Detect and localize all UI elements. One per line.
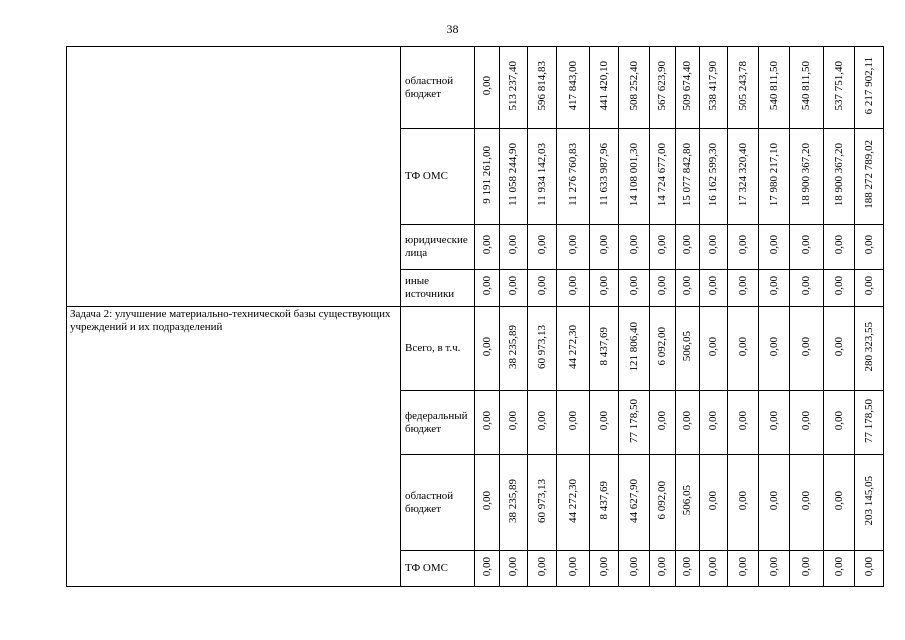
value-cell xyxy=(790,225,824,270)
value-cell xyxy=(557,47,590,129)
value-cell xyxy=(650,307,676,391)
value-text: 0,00 xyxy=(736,336,749,357)
value-text: 0,00 xyxy=(707,235,719,255)
value-cell xyxy=(824,129,855,225)
value-cell xyxy=(759,551,790,587)
value-text: 0,00 xyxy=(800,556,812,577)
value-cell xyxy=(500,455,528,551)
value-cell xyxy=(759,129,790,225)
value-text: 0,00 xyxy=(800,410,812,431)
value-text: 0,00 xyxy=(707,336,719,357)
value-cell xyxy=(790,270,824,307)
value-text: 188 272 789,02 xyxy=(862,140,875,209)
value-cell xyxy=(700,455,728,551)
value-cell xyxy=(557,225,590,270)
value-text: 11 058 244,90 xyxy=(507,143,519,206)
value-text: 11 276 760,83 xyxy=(566,143,579,206)
value-text: 441 420,10 xyxy=(597,60,610,111)
value-text: 38 235,89 xyxy=(507,324,519,369)
value-cell xyxy=(759,47,790,129)
value-cell xyxy=(728,307,759,391)
value-text: 0,00 xyxy=(707,410,719,431)
value-text: 537 751,40 xyxy=(832,60,845,111)
value-text: 0,00 xyxy=(832,410,845,431)
value-cell xyxy=(824,391,855,455)
value-text: 540 811,50 xyxy=(767,60,780,111)
value-cell xyxy=(676,129,700,225)
value-cell xyxy=(855,47,884,129)
value-text: 0,00 xyxy=(736,276,749,296)
value-cell xyxy=(759,455,790,551)
value-text: 0,00 xyxy=(707,556,719,577)
value-cell xyxy=(475,47,500,129)
value-text: 540 811,50 xyxy=(800,60,812,111)
value-text: 0,00 xyxy=(736,410,749,431)
value-cell xyxy=(759,391,790,455)
page-number: 38 xyxy=(446,22,459,36)
value-cell xyxy=(619,455,650,551)
value-text: 38 235,89 xyxy=(507,478,519,523)
value-cell xyxy=(500,47,528,129)
value-text: 0,00 xyxy=(480,556,493,577)
value-text: 44 627,90 xyxy=(627,478,640,523)
value-text: 44 272,30 xyxy=(566,324,579,369)
value-text: 11 934 142,03 xyxy=(535,143,548,206)
value-text: 0,00 xyxy=(627,276,640,296)
value-text: 17 980 217,10 xyxy=(767,142,780,207)
value-cell xyxy=(528,391,557,455)
value-cell xyxy=(619,551,650,587)
funding-source: Всего, в т.ч. xyxy=(401,307,475,391)
value-cell xyxy=(619,270,650,307)
value-cell xyxy=(790,307,824,391)
value-cell xyxy=(759,225,790,270)
value-cell xyxy=(500,391,528,455)
value-cell xyxy=(824,47,855,129)
value-text: 0,00 xyxy=(507,276,519,296)
value-text: 0,00 xyxy=(800,235,812,255)
funding-source: юридические лица xyxy=(401,225,475,270)
value-cell xyxy=(700,391,728,455)
value-text: 0,00 xyxy=(507,235,519,255)
value-cell xyxy=(475,129,500,225)
value-text: 0,00 xyxy=(767,490,780,511)
value-cell xyxy=(676,455,700,551)
value-cell xyxy=(759,270,790,307)
value-cell xyxy=(475,551,500,587)
budget-table xyxy=(66,46,884,587)
value-text: 506,05 xyxy=(681,485,693,516)
value-cell xyxy=(557,307,590,391)
value-text: 0,00 xyxy=(535,410,548,431)
value-text: 0,00 xyxy=(862,235,875,255)
value-text: 0,00 xyxy=(480,75,493,96)
funding-source: ТФ ОМС xyxy=(401,129,475,225)
value-cell xyxy=(475,225,500,270)
value-cell xyxy=(650,551,676,587)
value-text: 0,00 xyxy=(767,235,780,255)
value-cell xyxy=(728,225,759,270)
value-cell xyxy=(676,225,700,270)
value-text: 0,00 xyxy=(566,410,579,431)
value-cell xyxy=(855,551,884,587)
value-text: 0,00 xyxy=(681,556,693,577)
value-cell xyxy=(855,307,884,391)
value-cell xyxy=(528,129,557,225)
value-text: 0,00 xyxy=(767,410,780,431)
value-text: 0,00 xyxy=(480,235,493,255)
value-cell xyxy=(855,129,884,225)
value-cell xyxy=(676,391,700,455)
value-cell xyxy=(557,391,590,455)
value-cell xyxy=(590,551,619,587)
value-cell xyxy=(619,225,650,270)
value-text: 538 417,90 xyxy=(707,60,719,111)
value-text: 0,00 xyxy=(681,410,693,431)
value-text: 77 178,50 xyxy=(862,398,875,443)
task-cell-empty xyxy=(67,47,401,307)
value-cell xyxy=(676,551,700,587)
value-text: 0,00 xyxy=(535,235,548,255)
value-text: 567 623,90 xyxy=(656,60,668,111)
value-text: 280 323,55 xyxy=(862,321,875,372)
value-cell xyxy=(700,129,728,225)
value-cell xyxy=(619,129,650,225)
value-text: 60 973,13 xyxy=(535,324,548,369)
value-cell xyxy=(590,455,619,551)
value-text: 417 843,00 xyxy=(566,60,579,111)
value-text: 0,00 xyxy=(862,276,875,296)
value-cell xyxy=(528,270,557,307)
value-cell xyxy=(619,47,650,129)
value-cell xyxy=(528,225,557,270)
value-text: 0,00 xyxy=(535,556,548,577)
value-text: 0,00 xyxy=(736,235,749,255)
table-row xyxy=(67,307,884,391)
value-cell xyxy=(650,391,676,455)
value-cell xyxy=(824,455,855,551)
value-text: 0,00 xyxy=(480,410,493,431)
value-text: 0,00 xyxy=(736,556,749,577)
value-cell xyxy=(590,47,619,129)
value-cell xyxy=(790,551,824,587)
value-cell xyxy=(475,307,500,391)
value-cell xyxy=(728,47,759,129)
value-text: 6 092,00 xyxy=(656,481,668,520)
value-text: 6 217 902,11 xyxy=(862,56,875,115)
value-text: 0,00 xyxy=(656,235,668,255)
task-description: Задача 2: улучшение материально-технической базы существующих учреждений и их подразделений xyxy=(67,307,401,587)
value-cell xyxy=(590,270,619,307)
value-text: 0,00 xyxy=(480,490,493,511)
value-text: 0,00 xyxy=(707,276,719,296)
value-cell xyxy=(528,307,557,391)
funding-source: ТФ ОМС xyxy=(401,551,475,587)
value-text: 0,00 xyxy=(480,276,493,296)
value-cell xyxy=(500,551,528,587)
value-text: 0,00 xyxy=(832,235,845,255)
value-cell xyxy=(590,225,619,270)
value-text: 0,00 xyxy=(507,556,519,577)
value-cell xyxy=(500,225,528,270)
value-text: 203 145,05 xyxy=(862,475,875,526)
value-cell xyxy=(824,307,855,391)
value-text: 0,00 xyxy=(800,490,812,511)
value-text: 14 724 677,00 xyxy=(656,142,668,207)
value-text: 18 900 367,20 xyxy=(800,142,812,207)
value-cell xyxy=(700,225,728,270)
value-cell xyxy=(700,551,728,587)
value-text: 0,00 xyxy=(627,235,640,255)
value-text: 0,00 xyxy=(566,556,579,577)
value-cell xyxy=(676,47,700,129)
value-text: 0,00 xyxy=(507,410,519,431)
value-cell xyxy=(700,47,728,129)
value-cell xyxy=(824,551,855,587)
value-text: 0,00 xyxy=(656,410,668,431)
value-cell xyxy=(557,129,590,225)
value-cell xyxy=(528,455,557,551)
value-cell xyxy=(475,270,500,307)
value-text: 0,00 xyxy=(597,410,610,431)
value-cell xyxy=(855,455,884,551)
value-cell xyxy=(590,391,619,455)
value-text: 505 243,78 xyxy=(736,60,749,111)
value-text: 0,00 xyxy=(832,336,845,357)
value-cell xyxy=(790,129,824,225)
value-text: 8 437,69 xyxy=(597,327,610,366)
value-text: 18 900 367,20 xyxy=(832,142,845,207)
value-text: 15 077 842,80 xyxy=(681,142,693,207)
value-text: 0,00 xyxy=(767,276,780,296)
value-text: 0,00 xyxy=(566,235,579,255)
value-cell xyxy=(590,129,619,225)
value-text: 8 437,69 xyxy=(597,481,610,520)
value-cell xyxy=(676,270,700,307)
value-cell xyxy=(557,455,590,551)
value-text: 14 108 001,30 xyxy=(627,142,640,207)
value-text: 11 633 987,96 xyxy=(597,143,610,206)
value-cell xyxy=(676,307,700,391)
value-cell xyxy=(824,270,855,307)
value-text: 513 237,40 xyxy=(507,60,519,111)
funding-source: областной бюджет xyxy=(401,455,475,551)
value-text: 0,00 xyxy=(681,235,693,255)
value-cell xyxy=(650,47,676,129)
value-cell xyxy=(650,270,676,307)
value-text: 0,00 xyxy=(832,276,845,296)
value-text: 77 178,50 xyxy=(627,398,640,443)
value-text: 0,00 xyxy=(597,276,610,296)
value-cell xyxy=(790,455,824,551)
value-cell xyxy=(650,225,676,270)
value-cell xyxy=(650,129,676,225)
value-text: 0,00 xyxy=(832,490,845,511)
value-text: 0,00 xyxy=(736,490,749,511)
value-text: 0,00 xyxy=(862,556,875,577)
value-text: 0,00 xyxy=(707,490,719,511)
value-cell xyxy=(855,225,884,270)
value-text: 596 814,83 xyxy=(535,60,548,111)
value-text: 121 806,40 xyxy=(627,321,640,372)
value-cell xyxy=(590,307,619,391)
value-text: 6 092,00 xyxy=(656,327,668,366)
value-cell xyxy=(528,47,557,129)
value-cell xyxy=(855,270,884,307)
value-text: 16 162 599,30 xyxy=(707,142,719,207)
value-cell xyxy=(500,307,528,391)
value-text: 508 252,40 xyxy=(627,60,640,111)
value-text: 506,05 xyxy=(681,331,693,362)
value-text: 0,00 xyxy=(535,276,548,296)
value-cell xyxy=(728,391,759,455)
value-text: 0,00 xyxy=(656,276,668,296)
funding-source: областной бюджет xyxy=(401,47,475,129)
value-cell xyxy=(790,391,824,455)
value-text: 60 973,13 xyxy=(535,478,548,523)
value-cell xyxy=(500,270,528,307)
value-cell xyxy=(728,270,759,307)
value-cell xyxy=(700,270,728,307)
value-cell xyxy=(557,270,590,307)
value-text: 44 272,30 xyxy=(566,478,579,523)
value-text: 0,00 xyxy=(566,276,579,296)
value-text: 0,00 xyxy=(627,556,640,577)
value-text: 0,00 xyxy=(800,276,812,296)
value-text: 0,00 xyxy=(681,276,693,296)
funding-source: иные источники xyxy=(401,270,475,307)
value-text: 0,00 xyxy=(767,336,780,357)
value-text: 0,00 xyxy=(597,556,610,577)
value-cell xyxy=(650,455,676,551)
value-cell xyxy=(728,551,759,587)
value-cell xyxy=(759,307,790,391)
value-cell xyxy=(855,391,884,455)
value-cell xyxy=(728,129,759,225)
value-text: 509 674,40 xyxy=(681,60,693,111)
value-cell xyxy=(475,455,500,551)
value-text: 9 191 261,00 xyxy=(480,145,493,204)
value-cell xyxy=(790,47,824,129)
value-cell xyxy=(700,307,728,391)
value-text: 0,00 xyxy=(656,556,668,577)
value-cell xyxy=(475,391,500,455)
funding-source: федеральный бюджет xyxy=(401,391,475,455)
value-cell xyxy=(528,551,557,587)
value-cell xyxy=(824,225,855,270)
value-cell xyxy=(500,129,528,225)
value-text: 0,00 xyxy=(767,556,780,577)
value-text: 0,00 xyxy=(480,336,493,357)
value-cell xyxy=(728,455,759,551)
value-text: 0,00 xyxy=(832,556,845,577)
value-cell xyxy=(619,391,650,455)
value-cell xyxy=(619,307,650,391)
value-text: 0,00 xyxy=(800,336,812,357)
value-text: 17 324 320,40 xyxy=(736,142,749,207)
value-text: 0,00 xyxy=(597,235,610,255)
table-row xyxy=(67,47,884,129)
value-cell xyxy=(557,551,590,587)
